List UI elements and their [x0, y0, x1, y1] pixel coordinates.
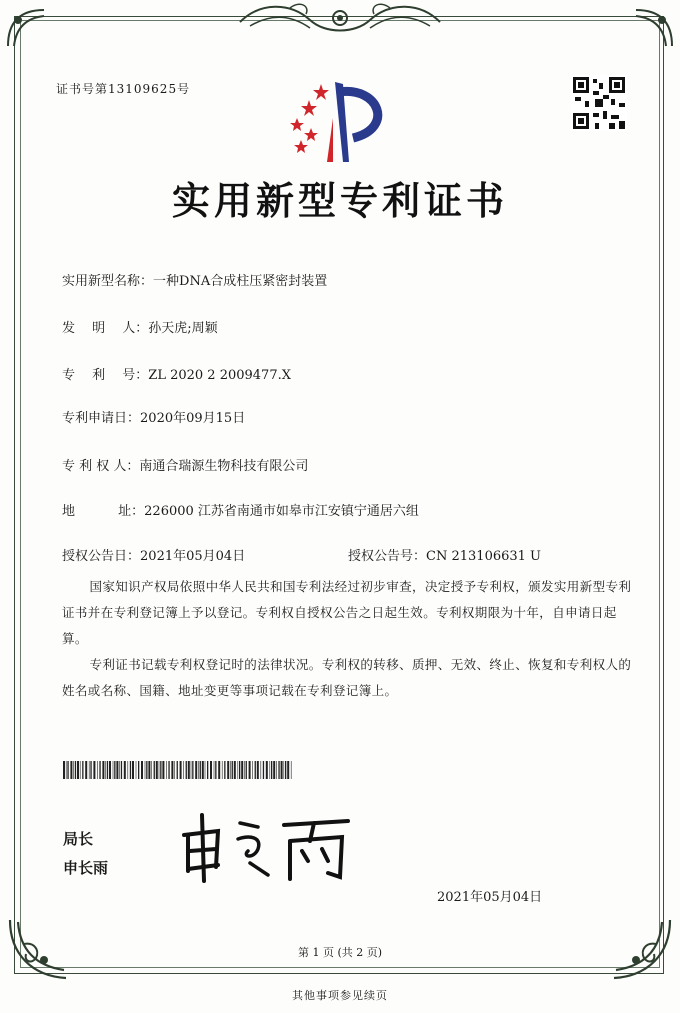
- director-signature: [178, 805, 358, 885]
- field-label: 授权公告号: [348, 549, 414, 564]
- field-value: 一种DNA合成柱压紧密封装置: [153, 274, 328, 289]
- field-grant-number: [348, 545, 541, 564]
- field-value: CN 213106631 U: [426, 549, 542, 564]
- field-value: 南通合瑞源生物科技有限公司: [139, 459, 309, 474]
- director-name: 申长雨: [63, 859, 109, 877]
- field-grant-date: [62, 545, 245, 564]
- field-colon: ：: [126, 459, 140, 474]
- field-colon: ：: [413, 549, 427, 564]
- cnipa-logo: [283, 78, 401, 166]
- field-colon: ：: [127, 549, 141, 564]
- corner-ornament-top-left: [4, 6, 52, 54]
- field-value: ZL 2020 2 2009477.X: [148, 368, 291, 383]
- page-number: 第 1 页 (共 2 页): [297, 946, 383, 959]
- body-paragraph-2: 专利证书记载专利权登记时的法律状况。专利权的转移、质押、无效、终止、恢复和专利权人的姓名或名称、国籍、地址变更等事项记载在专利登记簿上。: [62, 657, 632, 698]
- field-label: 授权公告日: [62, 549, 128, 564]
- field-value: 孙天虎;周颖: [148, 321, 218, 336]
- field-filing-date: [62, 407, 245, 426]
- field-label: 实用新型名称: [62, 274, 141, 289]
- barcode: [63, 761, 293, 779]
- footer-note: 其他事项参见续页: [292, 989, 388, 1002]
- top-ornament: [230, 0, 450, 44]
- field-colon: ：: [127, 411, 141, 426]
- body-paragraph-1: 国家知识产权局依照中华人民共和国专利法经过初步审查，决定授予专利权，颁发实用新型专利证书并在专利登记簿上予以登记。专利权自授权公告之日起生效。专利权期限为十年，自申请日起算。: [62, 579, 632, 646]
- field-patent-number: [62, 364, 291, 383]
- certificate-title: 实用新型专利证书: [171, 178, 508, 223]
- field-label: 发 明 人: [62, 321, 136, 336]
- qr-code: [571, 75, 627, 131]
- field-label: 专 利 号: [62, 368, 136, 383]
- field-label: 地 址: [62, 504, 132, 519]
- field-address: [62, 500, 419, 519]
- field-utility-model-name: [62, 270, 327, 289]
- field-value: 2021年05月04日: [140, 549, 246, 564]
- field-inventor: [62, 317, 218, 336]
- field-label: 专 利 权 人: [62, 459, 127, 474]
- field-patentee: [62, 455, 308, 474]
- director-title: 局长: [63, 830, 94, 848]
- field-colon: ：: [140, 274, 154, 289]
- certificate-number: 证书号第13109625号: [56, 82, 191, 96]
- field-label: 专利申请日: [62, 411, 128, 426]
- issue-date: 2021年05月04日: [437, 890, 543, 905]
- field-colon: ：: [131, 504, 145, 519]
- field-colon: ：: [135, 368, 149, 383]
- field-colon: ：: [135, 321, 149, 336]
- field-value: 2020年09月15日: [140, 411, 246, 426]
- field-value: 226000 江苏省南通市如皋市江安镇宁通居六组: [144, 504, 419, 519]
- corner-ornament-top-right: [628, 6, 676, 54]
